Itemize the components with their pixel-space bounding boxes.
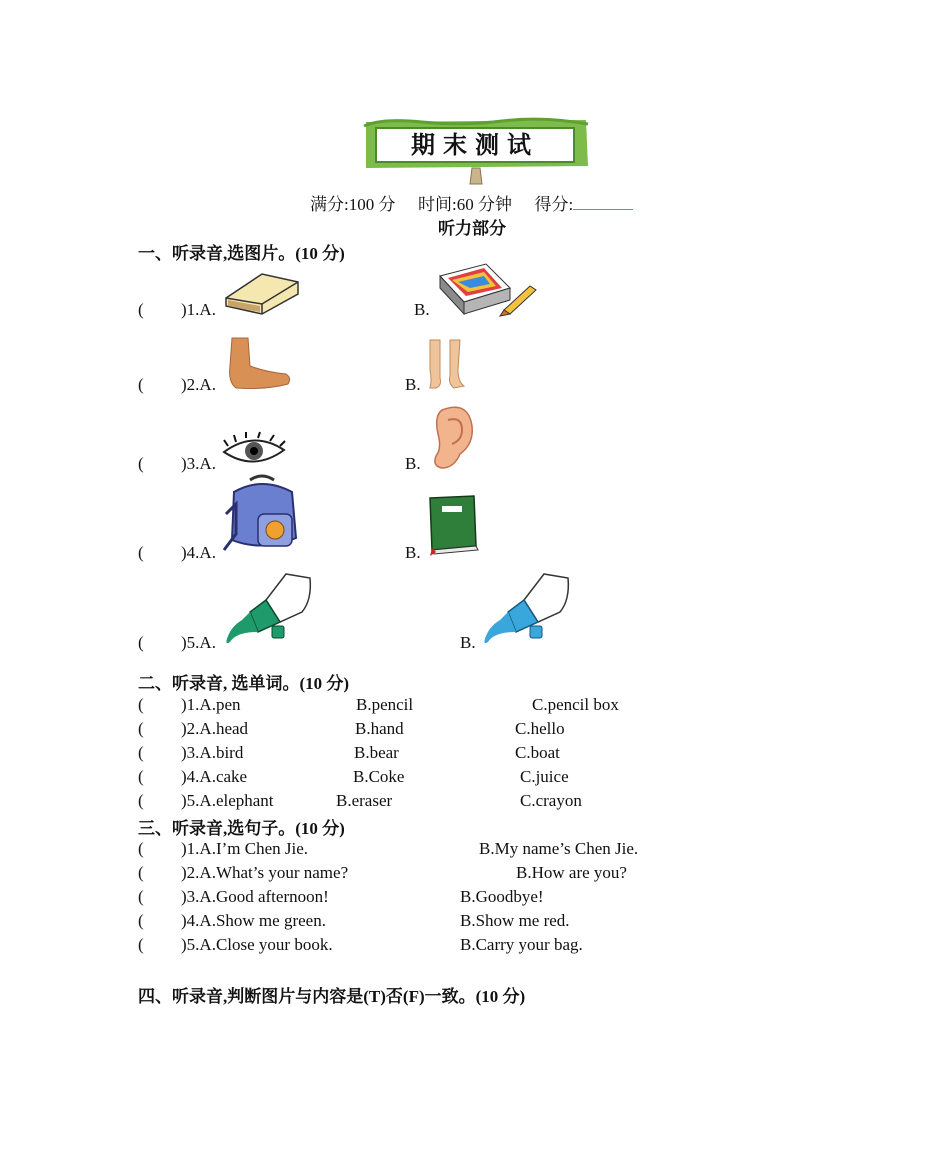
- full-score: 满分:100 分: [310, 195, 396, 214]
- section3-heading: 三、听录音,选句子。(10 分): [138, 819, 345, 838]
- banner-title: 期末测试: [411, 131, 539, 159]
- s3-item4-a: )4.A.Show me green.: [181, 911, 326, 930]
- s3-item3-a: )3.A.Good afternoon!: [181, 887, 329, 906]
- s2-item1-b: B.pencil: [356, 695, 414, 714]
- s3-item5-a: )5.A.Close your book.: [181, 935, 333, 954]
- ear-icon: [428, 404, 476, 472]
- title-banner: [362, 116, 590, 186]
- eraser-icon: [222, 268, 302, 318]
- s2-item2-paren: (: [138, 719, 144, 738]
- foot-icon: [226, 336, 294, 392]
- s2-item1-c: C.pencil box: [532, 695, 619, 714]
- s2-item3-paren: (: [138, 743, 144, 762]
- s1-item4-num: )4.A.: [181, 543, 216, 562]
- s2-item5-b: B.eraser: [336, 791, 393, 810]
- s2-item4-c: C.juice: [520, 767, 569, 786]
- blue-paint-tube-icon: [480, 570, 572, 650]
- s3-item4-b: B.Show me red.: [460, 911, 570, 930]
- section4-heading: 四、听录音,判断图片与内容是(T)否(F)一致。(10 分): [138, 987, 526, 1006]
- score-label: 得分:: [534, 195, 574, 214]
- s3-item5-b: B.Carry your bag.: [460, 935, 583, 954]
- section1-heading: 一、听录音,选图片。(10 分): [138, 244, 345, 263]
- s3-item5-paren: (: [138, 935, 144, 954]
- s1-item3-paren: (: [138, 454, 144, 473]
- s1-item4-paren: (: [138, 543, 144, 562]
- book-icon: [424, 494, 482, 558]
- green-paint-tube-icon: [222, 570, 314, 650]
- s1-item2-num: )2.A.: [181, 375, 216, 394]
- s2-item3-b: B.bear: [354, 743, 399, 762]
- s1-item3-b: B.: [405, 454, 421, 473]
- legs-icon: [424, 340, 468, 392]
- s3-item3-paren: (: [138, 887, 144, 906]
- s2-item3-c: C.boat: [515, 743, 560, 762]
- s1-item1-b: B.: [414, 300, 430, 319]
- s3-item1-paren: (: [138, 839, 144, 858]
- s3-item3-b: B.Goodbye!: [460, 887, 544, 906]
- s3-item2-paren: (: [138, 863, 144, 882]
- crayon-box-icon: [438, 262, 538, 318]
- s2-item4-b: B.Coke: [353, 767, 405, 786]
- s3-item1-a: )1.A.I’m Chen Jie.: [181, 839, 309, 858]
- s1-item1-paren: (: [138, 300, 144, 319]
- s2-item1-a: )1.A.pen: [181, 695, 241, 714]
- s3-item2-b: B.How are you?: [516, 863, 627, 882]
- listening-heading: 听力部分: [438, 219, 506, 238]
- s1-item3-num: )3.A.: [181, 454, 216, 473]
- s3-item2-a: )2.A.What’s your name?: [181, 863, 349, 882]
- s2-item5-a: )5.A.elephant: [181, 791, 274, 810]
- score-line: [310, 190, 633, 215]
- backpack-icon: [222, 474, 302, 554]
- s2-item4-paren: (: [138, 767, 144, 786]
- s2-item3-a: )3.A.bird: [181, 743, 244, 762]
- s1-item5-b: B.: [460, 633, 476, 652]
- s1-item2-b: B.: [405, 375, 421, 394]
- s2-item5-paren: (: [138, 791, 144, 810]
- s2-item1-paren: (: [138, 695, 144, 714]
- s3-item1-b: B.My name’s Chen Jie.: [479, 839, 639, 858]
- s1-item4-b: B.: [405, 543, 421, 562]
- s2-item2-b: B.hand: [355, 719, 404, 738]
- s3-item4-paren: (: [138, 911, 144, 930]
- time-limit: 时间:60 分钟: [417, 195, 512, 214]
- score-blank[interactable]: [573, 193, 633, 210]
- s2-item2-a: )2.A.head: [181, 719, 249, 738]
- s2-item2-c: C.hello: [515, 719, 565, 738]
- s1-item2-paren: (: [138, 375, 144, 394]
- s1-item1-num: )1.A.: [181, 300, 216, 319]
- s2-item5-c: C.crayon: [520, 791, 582, 810]
- s1-item5-paren: (: [138, 633, 144, 652]
- eye-icon: [222, 432, 286, 472]
- s2-item4-a: )4.A.cake: [181, 767, 248, 786]
- section2-heading: 二、听录音, 选单词。(10 分): [138, 674, 350, 693]
- s1-item5-num: )5.A.: [181, 633, 216, 652]
